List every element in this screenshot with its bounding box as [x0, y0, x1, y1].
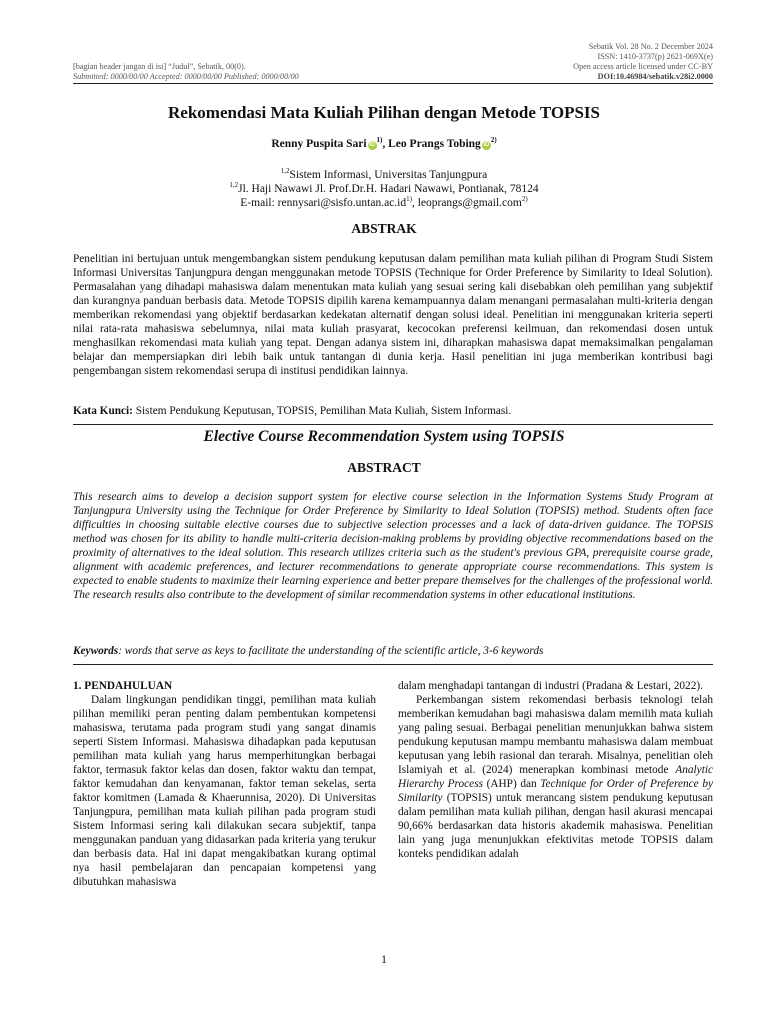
left-column — [73, 679, 376, 889]
affiliation-mark: 2) — [521, 195, 528, 203]
keywords-label: Kata Kunci: — [73, 405, 133, 417]
submission-dates: Submitted: 0000/00/00 Accepted: 0000/00/00 Published: 0000/00/00 — [73, 72, 299, 81]
keywords-text: : words that serve as keys to facilitate the understanding of the scientific article, 3-6 keywords — [118, 645, 544, 657]
doi-link[interactable]: DOI:10.46984/sebatik.v28i2.0000 — [597, 72, 713, 81]
email-line — [0, 192, 768, 211]
author-affiliation-mark: 1) — [376, 136, 383, 144]
abstract-heading: ABSTRACT — [347, 460, 421, 475]
running-header-right — [573, 42, 713, 82]
journal-volume: Sebatik Vol. 28 No. 2 December 2024 — [588, 42, 713, 51]
affiliation-text: Sistem Informasi, Universitas Tanjungpura — [289, 168, 488, 181]
author-name: Leo Prangs Tobing — [388, 137, 481, 150]
affiliation-mark: 1,2 — [229, 181, 239, 189]
abstract-body: This research aims to develop a decision support system for elective course selection in the Information Systems Study Program at Tanjungpura University using the Technique for Order Preference by Similarity to Ideal Solution (TOPSIS) method. Students often face difficulties in choosing suitable elective courses due to subjective selection processes and a lack of data-driven guidance. The TOPSIS method was chosen for its ability to handle multi-criteria decision-making problems by providing objective recommendations based on the proximity of alternatives to the ideal solution. This research utilizes criteria such as the student's previous GPA, prerequisite course grade, alignment with academic preferences, and lecturer recommendations to generate appropriate course recommendations. This system is expected to enable students to maximize their learning experience and better prepare themselves for the challenges of the professional world. The research results also contribute to the development of similar recommendation systems in other educational institutions. — [73, 491, 713, 601]
affiliation-mark: 1) — [406, 195, 412, 203]
keywords-text: Sistem Pendukung Keputusan, TOPSIS, Pemilihan Mata Kuliah, Sistem Informasi. — [132, 405, 512, 417]
affiliation-mark: 1,2 — [280, 167, 290, 175]
page-number: 1 — [381, 952, 387, 966]
abstrak-heading: ABSTRAK — [351, 221, 417, 236]
english-title: Elective Course Recommendation System using TOPSIS — [203, 428, 565, 445]
body-paragraph: Dalam lingkungan pendidikan tinggi, pemilihan mata kuliah pilihan memiliki peran penting dalam pembentukan kompetensi mahasiswa, terutama pada program studi yang sangat dinamis seperti Sistem Informasi. Mahasiswa dihadapkan pada keputusan pemilihan mata kuliah yang harus memperhitungkan berbagai faktor, termasuk faktor kelas dan dosen, faktor waktu dan tempat, faktor kemudahan dan kenyamanan, faktor teman sekelas, serta faktor komitmen (Lamada & Khaerunnisa, 2020). Di Universitas Tanjungpura, pemilihan mata kuliah pilihan pada program studi Sistem Informasi sering kali dilakukan secara subjektif, tanpa menggunakan panduan yang didasarkan pada kriteria yang terukur dan berbasis data. Hal ini dapat mengakibatkan kurang optimal nya hasil pembelajaran dan pencapaian kompetensi yang dibutuhkan mahasiswa — [73, 694, 376, 888]
keywords-label: Keywords — [73, 645, 119, 657]
body-text: (TOPSIS) untuk merancang sistem pendukung keputusan dalam pemilihan mata kuliah pilihan, dengan hasil akurasi mencapai 90,66% berdasarkan data historis akademik mahasiswa. Penelitian lain yang juga menunjukkan efektivitas metode TOPSIS dalam konteks pendidikan adalah — [398, 792, 713, 860]
abstrak-body: Penelitian ini bertujuan untuk mengembangkan sistem pendukung keputusan dalam pemilihan mata kuliah pilihan di Program Studi Sistem Informasi Universitas Tanjungpura dengan menggunakan metode TOPSIS (Technique for Order Preference by Similarity to Ideal Solution). Permasalahan yang dihadapi mahasiswa dalam menentukan mata kuliah yang sesuai sering kali disebabkan oleh pemilihan yang subjektif dan kurangnya panduan berbasis data. Metode TOPSIS dipilih karena kemampuannya dalam menangani permasalahan multi-kriteria dengan memberikan rekomendasi yang objektif berdasarkan kedekatan alternatif dengan solusi ideal. Penelitian ini menggunakan kriteria seperti nilai rata-rata mahasiswa sebelumnya, nilai mata kuliah prasyarat, kecocokan preferensi keilmuan, dan rekomendasi dosen untuk menghasilkan rekomendasi mata kuliah yang tepat. Dengan adanya sistem ini, diharapkan mahasiswa dapat memaksimalkan pengalaman belajar dan mempersiapkan diri lebih baik untuk tantangan di dunia kerja. Hasil penelitian ini juga memberikan kontribusi bagi pengembangan sistem rekomendasi serupa di institusi pendidikan lainnya. — [73, 253, 713, 377]
address-text: Jl. Haji Nawawi Jl. Prof.Dr.H. Hadari Nawawi, Pontianak, 78124 — [238, 182, 539, 195]
body-text: Perkembangan sistem rekomendasi berbasis teknologi telah memberikan kemudahan bagi mahasiswa dalam memilih mata kuliah yang paling sesuai. Berbagai penelitian menunjukkan bahwa sistem pendukung keputusan mampu membantu mahasiswa dalam membuat keputusan yang lebih rasional dan terarah. Misalnya, penelitian oleh Islamiyah et al. (2024) menerapkan kombinasi metode — [398, 694, 713, 776]
author-separator: , — [382, 137, 389, 150]
running-header-left — [73, 62, 299, 82]
orcid-icon[interactable]: iD — [483, 141, 490, 148]
email-text: E-mail: rennysari@sisfo.untan.ac.id — [240, 196, 407, 209]
section-divider — [73, 424, 713, 425]
body-paragraph: dalam menghadapi tantangan di industri (Pradana & Lestari, 2022). — [398, 680, 703, 692]
license-text: Open access article licensed under CC-BY — [573, 62, 713, 71]
kata-kunci — [73, 404, 713, 418]
email-text: , leoprangs@gmail.com — [411, 196, 522, 209]
body-paragraph — [398, 693, 713, 861]
italic-term: Analytic Hierarchy Process — [398, 764, 713, 790]
section-heading: 1. PENDAHULUAN — [73, 680, 173, 692]
paper-title: Rekomendasi Mata Kuliah Pilihan dengan Metode TOPSIS — [168, 103, 600, 122]
author-name: Renny Puspita Sari — [271, 137, 367, 150]
author-affiliation-mark: 2) — [490, 136, 497, 144]
english-keywords — [73, 644, 713, 658]
italic-term: Technique for Order of Preference by Similarity — [398, 778, 713, 804]
section-divider — [73, 664, 713, 665]
body-text: (AHP) dan — [482, 778, 541, 790]
orcid-icon[interactable]: iD — [369, 141, 376, 148]
right-column — [398, 679, 713, 861]
journal-issn: ISSN: 1410-3737(p) 2621-069X(e) — [597, 52, 713, 61]
header-divider — [73, 83, 713, 84]
header-placeholder-text: [bagian header jangan di isi] “Judul”, Sebatik, 00(0). — [73, 62, 246, 71]
author-line — [0, 136, 768, 150]
